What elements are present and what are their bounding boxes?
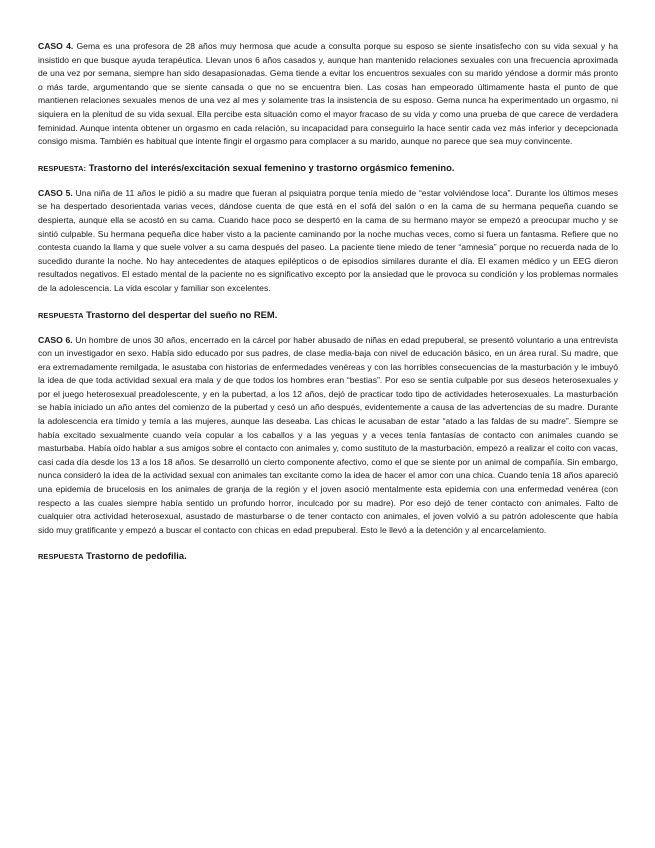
case-6-answer-text: Trastorno de pedofilia. <box>83 550 187 562</box>
case-4-answer <box>38 161 618 175</box>
case-6-paragraph <box>38 334 618 538</box>
case-5-paragraph <box>38 187 618 296</box>
case-4-answer-text: Trastorno del interés/excitación sexual femenino y trastorno orgásmico femenino. <box>86 161 455 173</box>
case-6-label: CASO 6. <box>38 334 73 345</box>
case-5-answer <box>38 308 618 322</box>
case-5-answer-label: RESPUESTA <box>38 310 84 320</box>
case-6-answer-label: RESPUESTA <box>38 552 84 562</box>
case-4-label: CASO 4. <box>38 41 74 51</box>
case-5-label: CASO 5. <box>38 187 73 198</box>
case-4-text: Gema es una profesora de 28 años muy hermosa que acude a consulta porque su esposo se siente insatisfecho con su vida sexual y ha insistido en que busque ayuda terapéutica. Llevan unos 6 años casados y, aunque han mantenido relaciones sexuales con una frecuencia aproximada de una vez por semana, siempre han sido desapasionadas. Gema tiende a evitar los encuentros sexuales con su marido yéndose a dormir más pronto o más tarde, argumentando que se siente cansada o que no se encuentra bien. Las cosas han empeorado últimamente hasta el punto de que mantienen relaciones sexuales menos de una vez al mes y solamente tras la insistencia de su esposo. Gema nunca ha experimentado un orgasmo, ni siquiera en la plenitud de su vida sexual. Ella percibe esta situación como el mayor fracaso de su vida y como una prueba de que carece de verdadera feminidad. Aunque intenta obtener un orgasmo en cada relación, su incapacidad para conseguirlo la hace sentir cada vez más inferior y decepcionada consigo misma. También es habitual que intente fingir el orgasmo para complacer a su marido, aunque no parece que sea muy convincente. <box>38 41 618 147</box>
case-4-paragraph <box>38 40 618 149</box>
case-5-answer-text: Trastorno del despertar del sueño no REM. <box>83 308 278 320</box>
case-6-answer <box>38 549 618 563</box>
case-4-answer-label: RESPUESTA: <box>38 163 87 173</box>
case-5-text: Una niña de 11 años le pidió a su madre que fueran al psiquiatra porque tenía miedo de “estar volviéndose loca”. Durante los últimos meses se ha despertado desorientada varias veces, dándose cuenta de que está en el sofá del salón o en la cama de su hermana pequeña cuando se despierta, aunque ella se acostó en su cama. Cuando hace poco se despertó en la cama de su hermano mayor se empezó a preocupar mucho y se sintió culpable. Su hermana pequeña dice haber visto a la paciente caminando por la noche muchas veces, como si fuera un fantasma. Refiere que no contesta cuando la llama y que suele volver a su cama después del paseo. La paciente tiene miedo de tener “amnesia” porque no recuerda nada de lo sucedido durante la noche. No hay antecedentes de ataques epilépticos o de episodios similares durante el día. El examen médico y un EEG dieron resultados negativos. El estado mental de la paciente no es significativo excepto por la ansiedad que le provoca su condición y los problemas normales de la adolescencia. La vida escolar y familiar son excelentes. <box>38 187 618 293</box>
case-6-text: Un hombre de unos 30 años, encerrado en la cárcel por haber abusado de niñas en edad prepuberal, se presentó voluntario a una entrevista con un investigador en sexo. Había sido educado por sus padres, de clase media-baja con nivel de educación básico, en un área rural. Su madre, que era extremadamente remilgada, le asustaba con historias de enfermedades venéreas y con las horribles consecuencias de la masturbación y le imbuyó la idea de que toda actividad sexual era mala y de que todos los hombres eran “bestias”. Por eso se sentía culpable por sus deseos heterosexuales y por el juego heterosexual preadolescente, y en la pubertad, a los 12 años, dejó de practicar todo tipo de actividades heterosexuales. La masturbación se había iniciado un año antes del comienzo de la pubertad y cesó un año después, evidentemente a causa de las advertencias de su madre. Durante la adolescencia era tímido y temía a las mujeres, aunque las deseaba. Las chicas le acusaban de estar “atado a las faldas de su madre”. Siempre se había excitado sexualmente cuando veía copular a los caballos y a las yeguas y a veces tenía fantasías de contacto con animales cuando se masturbaba. Había oído hablar a sus amigos sobre el contacto con animales y, como sustituto de la masturbación, empezó a realizar el coito con vacas, casi cada día desde los 13 a los 18 años. Se desarrolló un cierto componente afectivo, como el que se siente por un animal de compañía. Sin embargo, nunca consideró la idea de la actividad sexual con animales tan excitante como la idea de hacer el amor con una chica. Cuando tenía 18 años apareció una epidemia de brucelosis en los animales de granja de la región y el joven asoció mentalmente esta epidemia con una enfermedad venérea (con respecto a las cuales siempre había sentido un profundo horror, inculcado por su madre). Por eso dejó de tener contacto con animales. Falto de cualquier otra actividad heterosexual, asustado de masturbarse o de tener contacto con animales, el joven volvió a su patrón adolescente que había sido muy gratificante y empezó a buscar el contacto con chicas en edad prepuberal. Esto le llevó a la detención y al encarcelamiento. <box>38 334 619 535</box>
document-page <box>38 40 618 563</box>
